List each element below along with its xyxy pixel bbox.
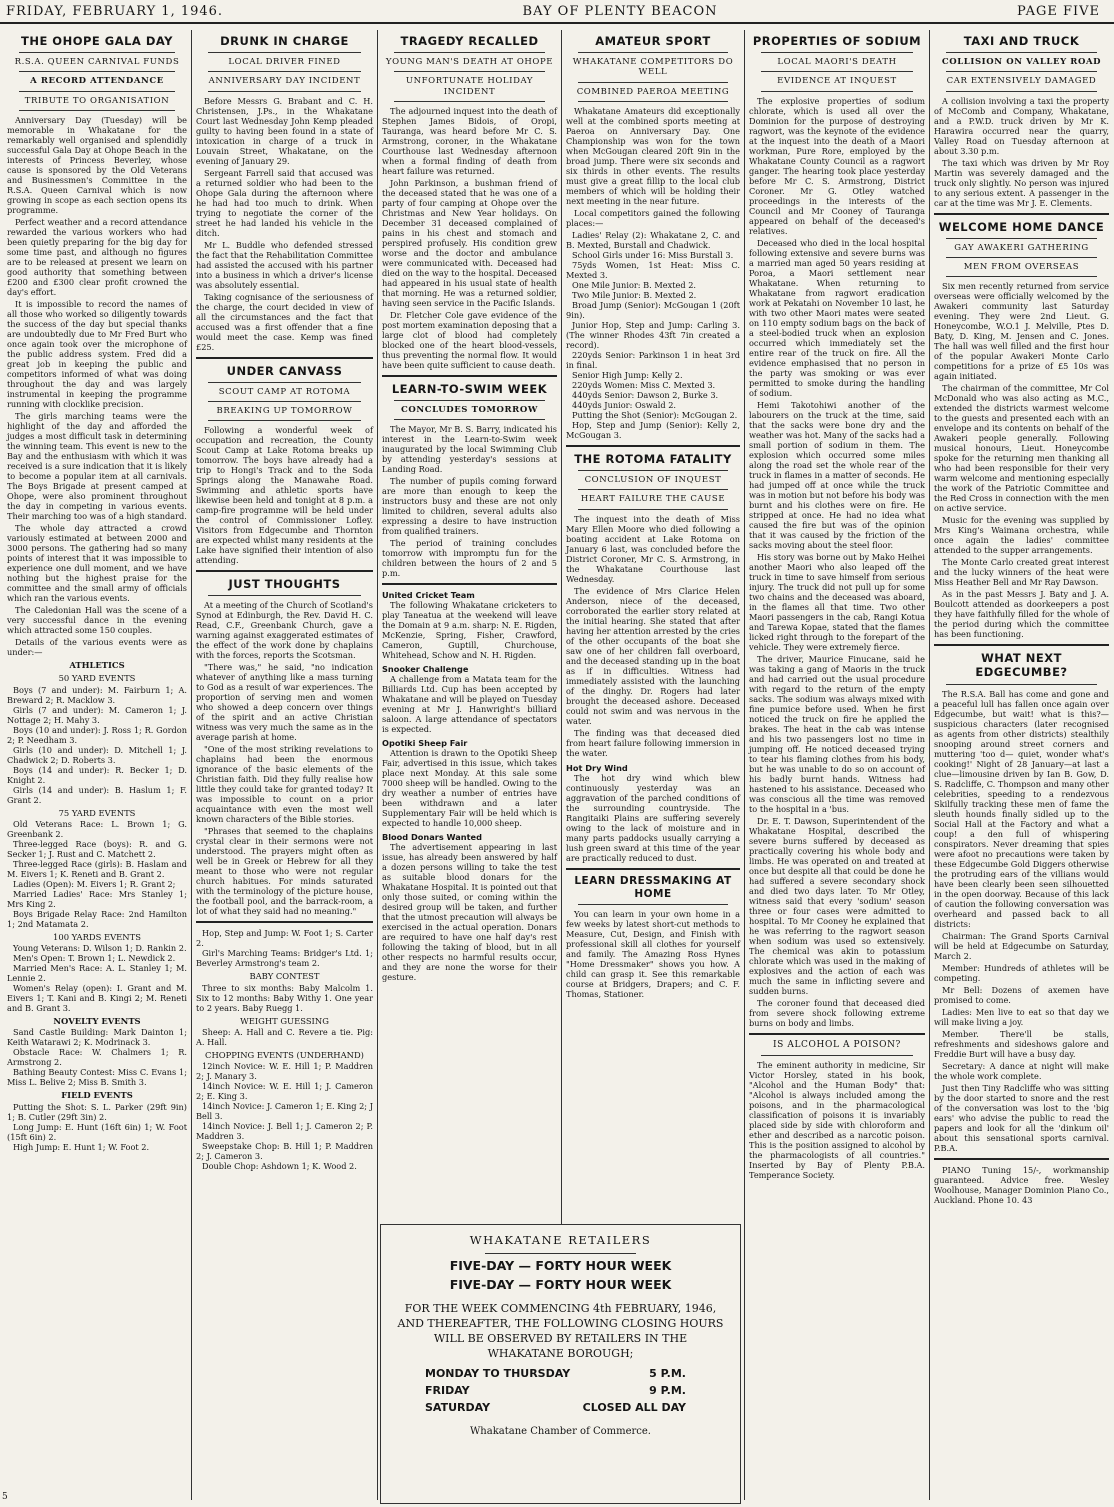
event-result: Sand Castle Building: Mark Dainton 1; Keith Watarawi 2; K. Modrinack 3. <box>7 1027 187 1048</box>
paragraph: The Monte Carlo created great interest and the lucky winners of the heat were Miss Heather Bell and Mr Ray Dawson. <box>934 557 1109 588</box>
subheadline: EVIDENCE AT INQUEST <box>777 76 897 87</box>
event-result: Ladies (Open): M. Eivers 1; R. Grant 2; <box>13 878 176 889</box>
subheadline: LOCAL MAORI'S DEATH <box>777 57 897 68</box>
paragraph: "Phrases that seemed to the chaplains crystal clear in their sermons were not understood. The prayers might often as well be in Greek or Hebrew for all they meant to those who were not regular church habitues. For minds saturated with the terminology of the picture house, the football pool, and the barrack-room, a lot of what they said had no meaning." <box>196 826 373 917</box>
column-rule <box>191 30 192 1500</box>
article-learn-to-swim <box>382 382 557 578</box>
headline: WELCOME HOME DANCE <box>938 219 1105 234</box>
headline: JUST THOUGHTS <box>228 577 341 592</box>
brief-text: The hot dry wind which blew continuously yesterday was an aggravation of the parched conditions of the surrounding countryside. The Rangitaiki Plains are suffering severely owing to the lack of moisture and in many parts paddocks usually carrying a lush green sward at this time of the year are practically reduced to dust. <box>566 772 740 863</box>
closing-hours-row <box>425 1384 686 1397</box>
headline: THE OHOPE GALA DAY <box>20 34 174 48</box>
column-rule <box>377 30 378 1500</box>
section-heading: 100 YARDS EVENTS <box>53 931 141 942</box>
paragraph: John Parkinson, a bushman friend of the deceased stated that he was one of a party of four camping at Ohope over the Christmas and New Year holidays. On December 31 deceased complained of pains in his chest and stomach and perspired profusely. His condition grew worse and the doctor and ambulance were communicated with. Deceased had died on the way to the hospital. Deceased had appeared in his usual state of health that morning. He was a returned soldier, having seen service in the Pacific Islands. <box>382 178 557 309</box>
paragraph: It is impossible to record the names of all those who worked so diligently towards the success of the day but special thanks are undoubtedly due to Mr Fred Burt who once again took over the microphone of the public address system. Fred did a great job in keeping the public and competitors informed of what was doing throughout the day and was largely instrumental in keeping the programme running with clocklike precision. <box>7 299 187 410</box>
brief-text: Attention is drawn to the Opotiki Sheep Fair, advertised in this issue, which takes place next Monday. At this sale some 7000 sheep will be handled. Owing to the dry weather a number of entries have been withdrawn and a later Supplementary Fair will be held which is expected to handle 10,000 sheep. <box>382 748 557 829</box>
paragraph: Mr Bell: Dozens of axemen have promised to come. <box>934 984 1109 1005</box>
closing-hours-row <box>425 1401 686 1414</box>
paragraph: Member. There'll be stalls, refreshments and sideshows galore and Freddie Burt will have a busy day. <box>934 1028 1109 1059</box>
subheadline: BREAKING UP TOMORROW <box>216 406 353 417</box>
event-result: Sheep: A. Hall and C. Revere a tie. Pig: A. Hall. <box>196 1026 373 1047</box>
paragraph: Just then Tiny Radcliffe who was sitting by the door started to snore and the rest of the conversation was lost to the 'big ears' who advise the public to read the papers and look for all the 'dinkum oil' about this sensational sports carnival. P.B.A. <box>934 1082 1109 1153</box>
article-welcome-home-dance <box>934 220 1109 640</box>
headline: LEARN-TO-SWIM WEEK <box>391 382 548 397</box>
event-result: Putting the Shot: S. L. Parker (29ft 9in) 1; B. Cutler (29ft 3in) 2. <box>7 1101 187 1122</box>
brief-heading: Blood Donars Wanted <box>382 832 482 843</box>
event-result: Putting the Shot (Senior): McGougan 2. <box>572 410 738 421</box>
paragraph: Six men recently returned from service overseas were officially welcomed by the Awakeri community last Saturday evening. They were 2nd Lieut. G. Honeycombe, W.O.1 J. Melville, Ptes D. Baty, D. King, M. Jensen and C. Jones. The hall was well filled and the first hour of the popular Awakeri Monte Carlo competitions for a prize of £5 10s was again initiated. <box>934 281 1109 382</box>
paragraph: Taking cognisance of the seriousness of the charge, the court decided in view of all the circumstances and the fact that accused was a first offender that a fine would meet the case. Kemp was fined £25. <box>196 291 373 352</box>
retailers-advertisement <box>380 1224 741 1504</box>
paragraph: The girls marching teams were the highlight of the day and afforded the judges a most difficult task in determining the winning team. This event is new to the Bay and the enthusiasm with which it was received is a sure indication that it is likely to become a popular item at all carnivals. The Boys Brigade at present camped at Ohope, were also prominent throughout the day in competing in various events. Their marching too was of a high standard. <box>7 411 187 522</box>
headline: PROPERTIES OF SODIUM <box>752 34 922 48</box>
brief-text: You can learn in your own home in a few weeks by latest short-cut methods to Measure, Cut, Design, and Finish with professional skill all clothes for yourself and family. The Amazing Ross Hynes "Home Dressmaker" shows you how. A child can grasp it. See this remarkable course at Bridgers, Drapers; and C. F. Thomas, Stationer. <box>566 909 740 1000</box>
event-result: 220yds Women: Miss C. Mexted 3. <box>572 380 716 391</box>
event-result: Long Jump: E. Hunt (16ft 6in) 1; W. Foot (15ft 6in) 2. <box>7 1121 187 1142</box>
ad-title: WHAKATANE RETAILERS <box>469 1233 652 1247</box>
paragraph: The period of training concludes tomorrow with impromptu fun for the children between the hours of 2 and 5 p.m. <box>382 538 557 579</box>
subheadline: CONCLUDES TOMORROW <box>401 405 538 416</box>
paragraph: Hemi Takotohiwi another of the labourers on the truck at the time, said that the sacks were bone dry and the weather was hot. Many of the sacks had a small portion of sodium in them. The explosion which occurred some miles along the road set the whole rear of the truck in flames in a matter of seconds. He had jumped off at once while the truck was in motion but not before his body was burnt and his clothes were on fire. He stripped at once. He had no idea what caused the fire but was of the opinion that it was caused by the friction of the sacks moving about the steel floor. <box>749 399 925 550</box>
paragraph: The adjourned inquest into the death of Stephen James Bidois, of Oropi, Tauranga, was heard before Mr C. S. Armstrong, coroner, in the Whakatane Courthouse last Wednesday afternoon when a formal finding of death from heart failure was returned. <box>382 106 557 177</box>
event-result: Two Mile Junior: B. Mexted 2. <box>572 290 697 301</box>
masthead-page: PAGE FIVE <box>1017 3 1100 19</box>
paragraph: The evidence of Mrs Clarice Helen Anderson, niece of the deceased, corroborated the earlier story related at the initial hearing. She stated that after having her attention arrested by the cries of the other occupants of the boat she saw one of her children fall overboard, and the deceased standing up in the boat as if in difficulties. Witness had immediately assisted with the launching of the dinghy. Dr. Rogers had later brought the deceased ashore. Deceased could not swim and was nervous in the water. <box>566 585 740 726</box>
article-ohope-gala <box>7 34 187 1152</box>
event-result: Broad Jump (Senior): McGougan 1 (20ft 9in). <box>566 300 740 321</box>
article-rotoma-fatality <box>566 452 740 758</box>
margin-mark: 5 <box>2 1492 8 1502</box>
event-result: Hop, Step and Jump (Senior): Kelly 2, McGougan 3. <box>566 420 740 441</box>
column-2 <box>193 30 376 1505</box>
closing-hours-row <box>425 1367 686 1380</box>
paragraph: Sergeant Farrell said that accused was a returned soldier who had been to the Ohope Gala during the afternoon where he had had too much to drink. When trying to negotiate the corner of the street he had landed his vehicle in the ditch. <box>196 167 373 238</box>
event-result: Girls (14 and under): B. Haslum 1; F. Grant 2. <box>7 784 187 805</box>
brief-heading: Hot Dry Wind <box>566 762 628 773</box>
paragraph: The coroner found that deceased died from severe shock following extreme burns on body and limbs. <box>749 997 925 1028</box>
paragraph: A collision involving a taxi the property of McComb and Company, Whakatane, and a P.W.D. truck driven by Mr K. Harawira occurred near the quarry, Valley Road on Tuesday afternoon at about 3.30 p.m. <box>934 95 1109 156</box>
headline: WHAT NEXT EDGECUMBE? <box>975 651 1068 680</box>
paragraph: Following a wonderful week of occupation and recreation, the County Scout Camp at Lake Rotoma breaks up tomorrow. The boys have already had a trip to Hongi's Track and to the Soda Springs along the Manawahe Road. Swimming and athletic sports have likewise been held and tonight at 8 p.m. a camp-fire programme will be held under the control of Commissioner Lofley. Visitors from Edgecumbe and Thornton are expected whilst many residents at the Lake have signified their intention of also attending. <box>196 425 373 566</box>
article-under-canvass <box>196 364 373 566</box>
section-heading: BABY CONTEST <box>249 971 320 982</box>
event-result: Bathing Beauty Contest: Miss C. Evans 1; Miss L. Belive 2; Miss B. Smith 3. <box>7 1067 187 1088</box>
article-what-next-edgecumbe <box>934 651 1109 1152</box>
article-gala-continued <box>196 928 373 1171</box>
subheadline: UNFORTUNATE HOLIDAY INCIDENT <box>405 76 534 97</box>
paragraph: Local competitors gained the following places:— <box>566 208 740 229</box>
headline: TAXI AND TRUCK <box>963 34 1080 48</box>
event-result: Three to six months: Baby Malcolm 1. Six to 12 months: Baby Withy 1. One year to 2 years. Baby Ruegg 1. <box>196 982 373 1013</box>
paragraph: His story was borne out by Mako Heihei another Maori who also leaped off the truck in time to save himself from serious injury. The truck did not pull up for some two chains and the deceased was aboard, in the flames all that time. Two other Maori passengers in the cab, Rangi Kotua and Tarewa Kopae, stated that the flames licked right through to the forepart of the vehicle. They were extremely fierce. <box>749 551 925 652</box>
event-result: Girls (7 and under): M. Cameron 1; J. Nottage 2; H. Mahy 3. <box>7 704 187 725</box>
brief-text: The advertisement appearing in last issue, has already been answered by half a dozen persons willing to take the test as suitable blood donars for the Whakatane Hospital. It is pointed out that only those suited, or coming within the desired group will be taken, and further that the utmost precaution will always be exercised in the actual operation. Donars are required to have one half day's rest following the taking of blood, but in all other respects no harmful results occur, and they are none the worse for their gesture. <box>382 842 557 983</box>
masthead <box>0 0 1114 24</box>
event-result: Girl's Marching Teams: Bridger's Ltd. 1; Beverley Armstrong's team 2. <box>196 948 373 969</box>
subheadline: WHAKATANE COMPETITORS DO WELL <box>572 57 734 78</box>
paragraph: The driver, Maurice Finucane, said he was taking a gang of Maoris in the truck and had carried out the usual procedure with regard to the return of the empty sacks. The sodium was always mixed with fine pumice before used. When he first noticed the truck on fire he applied the brakes. The heat in the cab was intense and his two passengers lost no time in jumping off. He noticed deceased trying to tear his flaming clothes from his body, but he was unable to do so on account of his badly burnt hands. Witness had hastened to his assistance. Deceased who was conscious all the time was removed to the hospital in a 'bus. <box>749 653 925 814</box>
subheadline: R.S.A. QUEEN CARNIVAL FUNDS <box>14 57 180 68</box>
paragraph: As in the past Messrs J. Baty and J. A. Boulcott attended as doorkeepers a post they have faithfully filled for the whole of the period during which the committee has been functioning. <box>934 589 1109 640</box>
event-result: Girls (10 and under): D. Mitchell 1; J. Chadwick 2; D. Roberts 3. <box>7 744 187 765</box>
subheadline: HEART FAILURE THE CAUSE <box>580 494 726 505</box>
section-heading: 50 YARD EVENTS <box>58 673 136 684</box>
event-result: Hop, Step and Jump: W. Foot 1; S. Carter 2. <box>196 928 373 949</box>
event-result: Women's Relay (open): I. Grant and M. Eivers 1; T. Kani and B. Kingi 2; M. Reneti and B. Grant 3. <box>7 983 187 1014</box>
event-result: Junior Hop, Step and Jump: Carling 3. (The winner Rhodes 43ft 7in created a record). <box>566 320 740 351</box>
event-result: 220yds Senior: Parkinson 1 in heat 3rd in final. <box>566 350 740 371</box>
ad-footer: Whakatane Chamber of Commerce. <box>470 1426 651 1438</box>
paragraph: The explosive properties of sodium chlorate, which is used all over the Dominion for the purpose of destroying ragwort, was the keynote of the evidence at the inquest into the death of a Maori workman, Pure Rore, employed by the Whakatane County Council as a ragwort ganger. The hearing took place yesterday before Mr C. S. Armstrong, District Coroner. Mr G. Otley watched proceedings in the interests of the Council and Mr Cooney of Tauranga appeared on behalf of the deceased's relatives. <box>749 95 925 236</box>
article-amateur-sport <box>566 34 740 440</box>
subheadline: CONCLUSION OF INQUEST <box>584 475 722 486</box>
article-properties-of-sodium <box>749 34 925 1028</box>
closing-day: SATURDAY <box>425 1401 491 1415</box>
column-4 <box>563 30 743 1220</box>
column-rule <box>744 30 745 1500</box>
event-result: 14inch Novice: J. Cameron 1; E. King 2; J Bell 3. <box>196 1101 373 1122</box>
event-result: 440yds Junior: Oswald 2. <box>572 400 677 411</box>
column-5 <box>746 30 928 1505</box>
paragraph: Mr L. Buddle who defended stressed the fact that the Rehabilitation Committee had assisted the accused with his partner into a business in which a driver's license was absolutely essential. <box>196 239 373 290</box>
ad-headline: FIVE-DAY — FORTY HOUR WEEK <box>449 1258 672 1273</box>
paragraph: Details of the various events were as under:— <box>7 637 187 658</box>
article-drunk-in-charge <box>196 34 373 352</box>
article-tragedy-recalled <box>382 34 557 370</box>
column-3 <box>379 30 560 1220</box>
event-result: 75yds Women, 1st Heat: Miss C. Mexted 3. <box>566 260 740 281</box>
masthead-date: FRIDAY, FEBRUARY 1, 1946. <box>6 3 224 19</box>
event-result: School Girls under 16: Miss Burstall 3. <box>572 250 734 261</box>
paragraph: The chairman of the committee, Mr Col McDonald who was also acting as M.C., extended the districts warmest welcome to the guests and presented each with an envelope and its contents on behalf of the Awakeri people generally. Following musical honours, Lieut. Honeycombe spoke for the returning men thanking all who had been responsible for their very warm welcome and mentioning especially the work of the Patriotic Committee and the Red Cross in connection with the men on active service. <box>934 383 1109 514</box>
headline: LEARN DRESSMAKING AT HOME <box>574 874 732 900</box>
subheadline: TRIBUTE TO ORGANISATION <box>24 95 170 106</box>
brief-heading: Opotiki Sheep Fair <box>382 738 468 749</box>
closing-day: FRIDAY <box>425 1384 470 1398</box>
paragraph: Chairman: The Grand Sports Carnival will be held at Edgecumbe on Saturday, March 2. <box>934 930 1109 961</box>
subheadline: GAY AWAKERI GATHERING <box>954 242 1089 253</box>
event-result: Obstacle Race: W. Chalmers 1; R. Armstrong 2. <box>7 1047 187 1068</box>
subheadline: LOCAL DRIVER FINED <box>228 57 341 68</box>
event-result: 14inch Novice: W. E. Hill 1; J. Cameron 2; E. King 3. <box>196 1081 373 1102</box>
headline: TRAGEDY RECALLED <box>400 34 539 48</box>
event-result: Men's Open: T. Brown 1; L. Newdick 2. <box>13 953 176 964</box>
event-result: Boys Brigade Relay Race: 2nd Hamilton 1; 2nd Matamata 2. <box>7 908 187 929</box>
event-result: Boys (14 and under): R. Becker 1; D. Knight 2. <box>7 764 187 785</box>
event-result: Married Men's Race: A. L. Stanley 1; M. Lennie 2. <box>7 963 187 984</box>
paragraph: The taxi which was driven by Mr Roy Martin was severely damaged and the truck only slightly. No person was injured to any serious extent. A passenger in the car at the time was Mr J. E. Clements. <box>934 157 1109 208</box>
section-heading: ATHLETICS <box>69 660 125 671</box>
article-taxi-and-truck <box>934 34 1109 208</box>
headline: UNDER CANVASS <box>226 363 343 378</box>
event-result: Double Chop: Ashdown 1; K. Wood 2. <box>202 1161 357 1172</box>
event-result: High Jump: E. Hunt 1; W. Foot 2. <box>13 1141 150 1152</box>
headline: DRUNK IN CHARGE <box>220 34 349 48</box>
event-result: Boys (10 and under): J. Ross 1; R. Gordon 2; P. Needham 3. <box>7 724 187 745</box>
headline: THE ROTOMA FATALITY <box>574 452 732 467</box>
subheadline: MEN FROM OVERSEAS <box>963 262 1080 273</box>
headline: AMATEUR SPORT <box>595 34 711 48</box>
event-result: Boys (7 and under): M. Fairburn 1; A. Breward 2; R. Macklow 3. <box>7 684 187 705</box>
event-result: Three-legged Race (girls): B. Haslam and M. Eivers 1; K. Reneti and B. Grant 2. <box>7 858 187 879</box>
paragraph: Secretary: A dance at night will make the whole work complete. <box>934 1060 1109 1081</box>
column-1 <box>4 30 190 1505</box>
paragraph: The R.S.A. Ball has come and gone and a peaceful lull has fallen once again over Edgecumbe, but wait! what is this?—suspicious characters (later recognised as agents from other districts) stealthily snooping around street corners and muttering 'too d— quiet, wonder what's cooking!' Night of 28 January—at last a clue—limousine driven by Ian B. Gow, D. S. Radcliffe, C. Thompson and many other celebrities, speeding to a rendezvous Skilfully tracking these men of fame the sleuth hounds finally sidled up to the Social Hall at the Factory and what a coup! a den full of whispering conspirators. Never dreaming that spies were afoot no precautions were taken by these Edgecumbe Gold Diggers otherwise the protruding ears of the villians would have been clearly been seen silhouetted in the open doorway. Because of this lack of caution the following conversation was overheard and passed back to all districts: <box>934 688 1109 929</box>
paragraph: Dr. E. T. Dawson, Superintendent of the Whakatane Hospital, described the severe burns suffered by deceased as practically covering his whole body and limbs. He was operated on and treated at once but despite all that could be done he had suffered a severe secondary shock and died two days later. To Mr Otley, witness said that every 'sodium' season three or four cases were admitted to hospital. To Mr Cooney he explained that he was referring to the ragwort season when sodium was used so extensively. The chemical was akin to potassium chlorate which was used in the making of explosives and the action of each was much the same in inflicting severe and sudden burns. <box>749 815 925 996</box>
masthead-paper-name: BAY OF PLENTY BEACON <box>522 3 718 19</box>
paragraph: The Mayor, Mr B. S. Barry, indicated his interest in the Learn-to-Swim week inaugurated by the local Swimming Club by attending yesterday's sessions at Landing Road. <box>382 424 557 475</box>
paragraph: "One of the most striking revelations to chaplains had been the enormous ignorance of the basic elements of the Christian faith. Did they fully realise how little they could take for granted today? It was impossible to count on a prior acquaintance with even the most well known characters of the Bible stories. <box>196 744 373 825</box>
column-rule <box>929 30 930 1500</box>
closing-day: MONDAY TO THURSDAY <box>425 1367 571 1381</box>
subheadline: COMBINED PAEROA MEETING <box>576 86 730 97</box>
closing-time: 9 P.M. <box>649 1384 686 1398</box>
headline: IS ALCOHOL A POISON? <box>773 1039 901 1050</box>
paragraph: The whole day attracted a crowd variously estimated at between 2000 and 3000 persons. The gathering had so many points of interest that it was impossible to experience one dull moment, and we have nothing but the highest praise for the committee and the small army of officials which ran the various events. <box>7 523 187 604</box>
paragraph: The inquest into the death of Miss Mary Ellen Moore who died following a boating accident at Lake Rotoma on January 6 last, was concluded before the District Coroner, Mr C. S. Armstrong, in the Whakatane Courthouse last Wednesday. <box>566 513 740 584</box>
event-result: Senior High Jump: Kelly 2. <box>572 370 683 381</box>
event-result: 12inch Novice: W. E. Hill 1; P. Maddren 2; J. Manary 3. <box>196 1061 373 1082</box>
paragraph: Anniversary Day (Tuesday) will be memorable in Whakatane for the remarkably well organised and splendidly successful Gala Day at Ohope Beach in the interests of Princess Beverley, whose cause is sponsored by the Old Veterans and Businessmen's Committee in the R.S.A. Queen Carnival which is now growing in scope as each section opens its programme. <box>7 115 187 216</box>
event-result: Young Veterans: D. Wilson 1; D. Rankin 2. <box>13 943 187 954</box>
subheadline: A RECORD ATTENDANCE <box>30 76 164 87</box>
brief-heading: United Cricket Team <box>382 590 475 601</box>
subheadline: CAR EXTENSIVELY DAMAGED <box>946 76 1097 87</box>
paragraph: The finding was that deceased died from heart failure following immersion in the water. <box>566 727 740 758</box>
paragraph: The number of pupils coming forward are more than enough to keep the instructors busy and these are not only limited to children, several adults also expressing a desire to have instruction from qualified trainers. <box>382 476 557 537</box>
section-heading: FIELD EVENTS <box>61 1090 133 1101</box>
section-heading: CHOPPING EVENTS (UNDERHAND) <box>205 1049 364 1060</box>
brief-heading: Snooker Challenge <box>382 664 469 675</box>
paragraph: Music for the evening was supplied by Mrs King's Waimana orchestra, while once again the ladies' committee attended to the supper arrangements. <box>934 515 1109 556</box>
subheadline: SCOUT CAMP AT ROTOMA <box>218 386 351 397</box>
article-just-thoughts <box>196 577 373 916</box>
column-6 <box>931 30 1112 1505</box>
paragraph: Before Messrs G. Brabant and C. H. Christensen, J.Ps., in the Whakatane Court last Wednesday John Kemp pleaded guilty to having been found in a state of intoxication in charge of a truck in Louvain Street, Whakatane, on the evening of January 29. <box>196 95 373 166</box>
section-heading: NOVELTY EVENTS <box>53 1016 141 1027</box>
paragraph: Member: Hundreds of athletes will be competing. <box>934 962 1109 983</box>
paragraph: Ladies: Men live to eat so that day we will make living a joy. <box>934 1006 1109 1027</box>
brief-text: A challenge from a Matata team for the Billiards Ltd. Cup has been accepted by Whakatane and will be played on Tuesday evening at Mr J. Hanwright's billiard saloon. A large attendance of spectators is expected. <box>382 674 557 735</box>
event-result: One Mile Junior: B. Mexted 2. <box>572 280 697 291</box>
paragraph: Dr. Fletcher Cole gave evidence of the post mortem examination deposing that a large clot of blood had completely blocked one of the heart blood-vessels, thus preventing the normal flow. It would have been quite sufficient to cause death. <box>382 310 557 371</box>
paragraph: Perfect weather and a record attendance rewarded the various workers who had been quietly preparing for the big day for some time past, and although no figures are to be released at present we learn on good authority that something between £200 and £300 clear profit crowned the day's effort. <box>7 217 187 298</box>
paragraph: At a meeting of the Church of Scotland's Synod at Edinburgh, the Rev. David H. C. Read, C.F., Greenbank Church, gave a warning against exaggerated estimates of the effect of the work done by chaplains with the forces, reports the Scotsman. <box>196 600 373 661</box>
brief-text: The eminent authority in medicine, Sir Victor Horsley, stated in his book, "Alcohol and the Human Body" that: "Alcohol is always included among the poisons, and in the pharmacological classification of poisons it is invariably placed side by side with chloroform and ether and described as a narcotic poison. This is the position assigned to alcohol by the pharmacologists of all countries." Inserted by Bay of Plenty P.B.A. Temperance Society. <box>749 1059 925 1180</box>
ad-notice: FOR THE WEEK COMMENCING 4th FEBRUARY, 1946, AND THEREAFTER, THE FOLLOWING CLOSING HOURS WILL BE OBSERVED BY RETAILERS IN THE WHAKATANE BOROUGH; <box>397 1302 724 1360</box>
paragraph: The Caledonian Hall was the scene of a very successful dance in the evening which attracted some 150 couples. <box>7 605 187 636</box>
classified-ad: PIANO Tuning 15/-, workmanship guaranteed. Advice free. Wesley Woolhouse, Manager Dominion Piano Co., Auckland. Phone 10. 43 <box>934 1164 1109 1205</box>
section-heading: WEIGHT GUESSING <box>240 1015 329 1026</box>
paragraph: "There was," he said, "no indication whatever of anything like a mass turning to God as a result of war experiences. The proportion of serving men and women who showed a deep concern over things of the spirit and an active Christian witness was very much the same as in the average parish at home. <box>196 662 373 743</box>
section-heading: 75 YARD EVENTS <box>58 807 136 818</box>
event-result: 440yds Senior: Dawson 2, Burke 3. <box>572 390 719 401</box>
closing-time: CLOSED ALL DAY <box>582 1401 686 1415</box>
paragraph: Deceased who died in the local hospital following extensive and severe burns was a married man aged 50 years residing at Poroa, a Maori settlement near Whakatane. When returning to Whakatane from ragwort eradication work at Pekatahi on November 10 last, he with two other Maori mates were seated on 110 empty sodium bags on the back of a steel-bodied truck when an explosion occurred which immediately set the entire rear of the truck on fire. All the evidence emphasised that no person in the party was smoking or was ever permitted to smoke during the handling of sodium. <box>749 237 925 398</box>
closing-time: 5 P.M. <box>649 1367 686 1381</box>
event-result: Married Ladies' Race: Mrs Stanley 1; Mrs King 2. <box>7 888 187 909</box>
event-result: Ladies' Relay (2): Whakatane 2, C. and B. Mexted, Burstall and Chadwick. <box>566 230 740 251</box>
event-result: Sweepstake Chop: B. Hill 1; P. Maddren 2; J. Cameron 3. <box>196 1141 373 1162</box>
subheadline: ANNIVERSARY DAY INCIDENT <box>208 76 361 87</box>
brief-text: The following Whakatane cricketers to play Taneatua at the weekend will leave the Domain at 9 a.m. sharp: N. E. Rigden, McKenzie, Spring, Fisher, Crawford, Cameron, Guptill, Churchouse, Whitehead, Schow and N. H. Rigden. <box>382 600 557 661</box>
subheadline: YOUNG MAN'S DEATH AT OHOPE <box>385 57 554 68</box>
ad-headline: FIVE-DAY — FORTY HOUR WEEK <box>449 1277 672 1292</box>
event-result: 14inch Novice: J. Bell 1; J. Cameron 2; P. Maddren 3. <box>196 1121 373 1142</box>
paragraph: Whakatane Amateurs did exceptionally well at the combined sports meeting at Paeroa on Anniversary Day. One Championship was won for the town when McGougan cleared 20ft 9in in the broad jump. There were six seconds and six thirds in other events. The results must give a great fillip to the local club members of which will be holding their next meeting in the near future. <box>566 106 740 207</box>
event-result: Old Veterans Race: L. Brown 1; G. Greenbank 2. <box>7 818 187 839</box>
subheadline: COLLISION ON VALLEY ROAD <box>941 57 1102 68</box>
event-result: Three-legged Race (boys): R. and G. Secker 1; J. Rust and C. Matchett 2. <box>7 838 187 859</box>
